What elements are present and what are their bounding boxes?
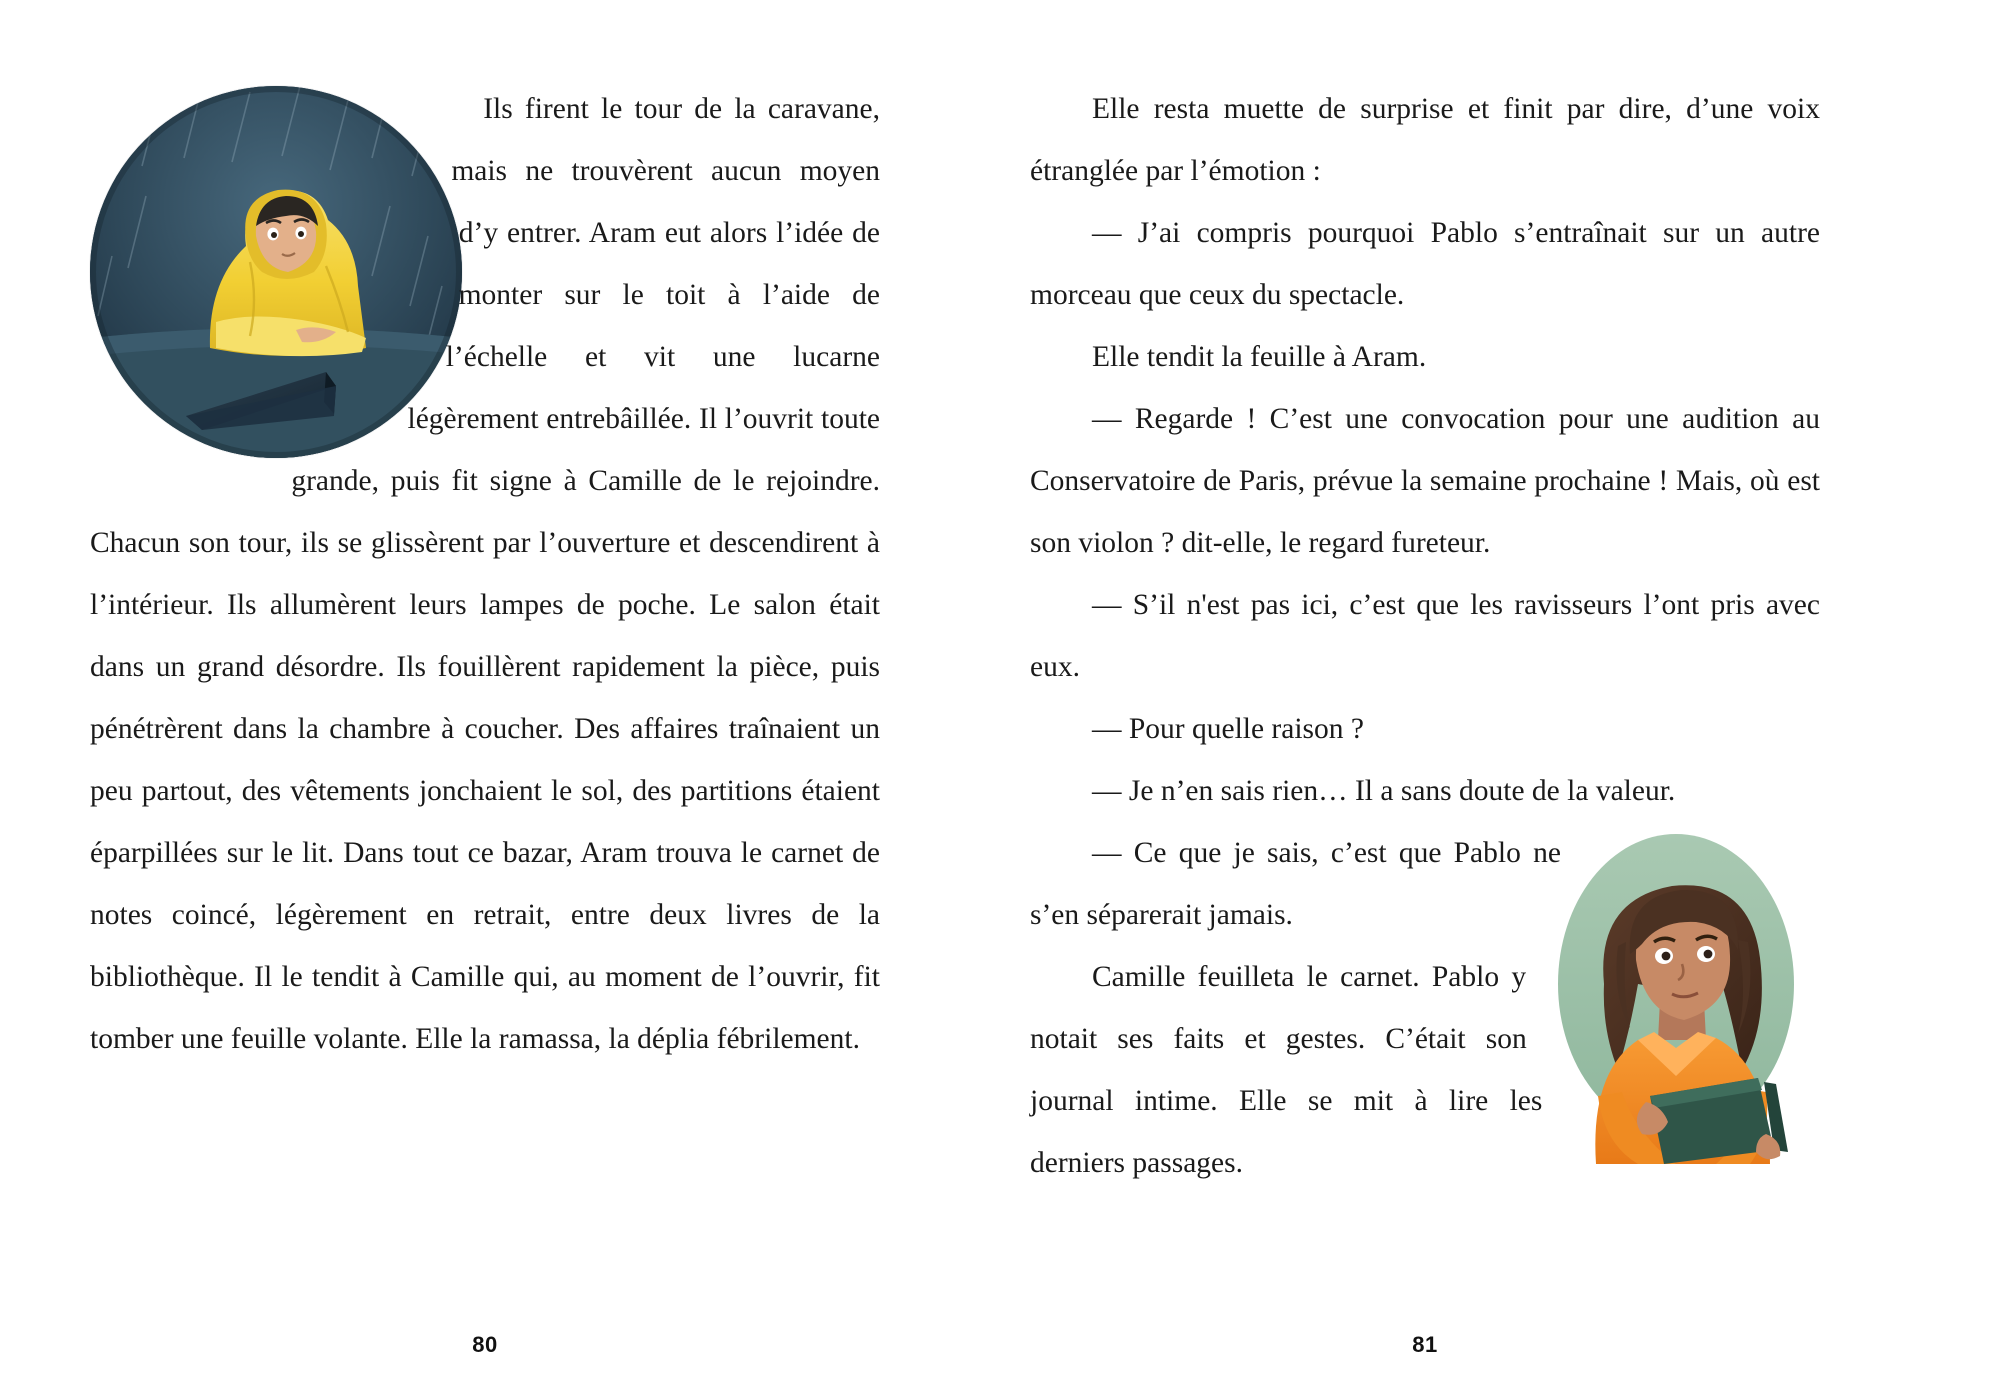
paragraph: Elle tendit la feuille à Aram. (1092, 341, 1427, 373)
paragraph: — J’ai compris pourquoi Pablo s’entraînait sur un autre morceau que ceux du spectacle. (1030, 217, 1820, 311)
oval-illustration-girl-orange-jacket (1520, 834, 1820, 1164)
paragraph: Elle resta muette de surprise et finit par dire, d’une voix étranglée par l’émotion : (1030, 93, 1820, 187)
paragraph: — S’il n'est pas ici, c’est que les ravisseurs l’ont pris avec eux. (1030, 589, 1820, 683)
paragraph: — Je n’en sais rien… Il a sans doute de la valeur. (1092, 775, 1676, 807)
left-page (90, 78, 880, 1400)
paragraph: — Pour quelle raison ? (1092, 713, 1364, 745)
illustration-oval-frame (1526, 834, 1856, 1164)
paragraph: — Ce que je sais, c’est que Pablo ne s’en séparerait jamais. (1030, 837, 1561, 931)
left-page-body (90, 78, 880, 1258)
right-column-text (1030, 78, 1820, 1194)
paragraph: Camille feuilleta le carnet. Pablo y notait ses faits et gestes. C’était son journal intime. Elle se mit à lire les derniers passages. (1030, 961, 1543, 1179)
left-column-text (90, 78, 880, 1070)
girl-book-svg (1526, 834, 1856, 1164)
paragraph: Ils firent le tour de la caravane, mais ne trouvèrent aucun moyen d’y entrer. Aram eut alors l’idée de monter sur le toit à l’aide de l’échelle et vit une lucarne légèrement entrebâillée. Il l’ouvrit toute grande, puis fit signe à Camille de le rejoindre. Chacun son tour, ils se glissèrent par l’ouverture et descendirent à l’intérieur. Ils allumèrent leurs lampes de poche. Le salon était dans un grand désordre. Ils fouillèrent rapidement la pièce, puis pénétrèrent dans la chambre à coucher. Des affaires traînaient un peu partout, des vêtements jonchaient le sol, des partitions étaient éparpillées sur le lit. Dans tout ce bazar, Aram trouva le carnet de notes coincé, légèrement en retrait, entre deux livres de la bibliothèque. Il le tendit à Camille qui, au moment de l’ouvrir, fit tomber une feuille volante. Elle la ramassa, la déplia fébrilement. (90, 93, 880, 1055)
right-page (1030, 78, 1820, 1400)
page-number-right: 81 (1412, 1332, 1438, 1357)
paragraph: — Regarde ! C’est une convocation pour une audition au Conservatoire de Paris, prévue la semaine prochaine ! Mais, où est son violon ? dit-elle, le regard fureteur. (1030, 403, 1820, 559)
page-number-left: 80 (472, 1332, 498, 1357)
right-page-body (1030, 78, 1820, 1258)
